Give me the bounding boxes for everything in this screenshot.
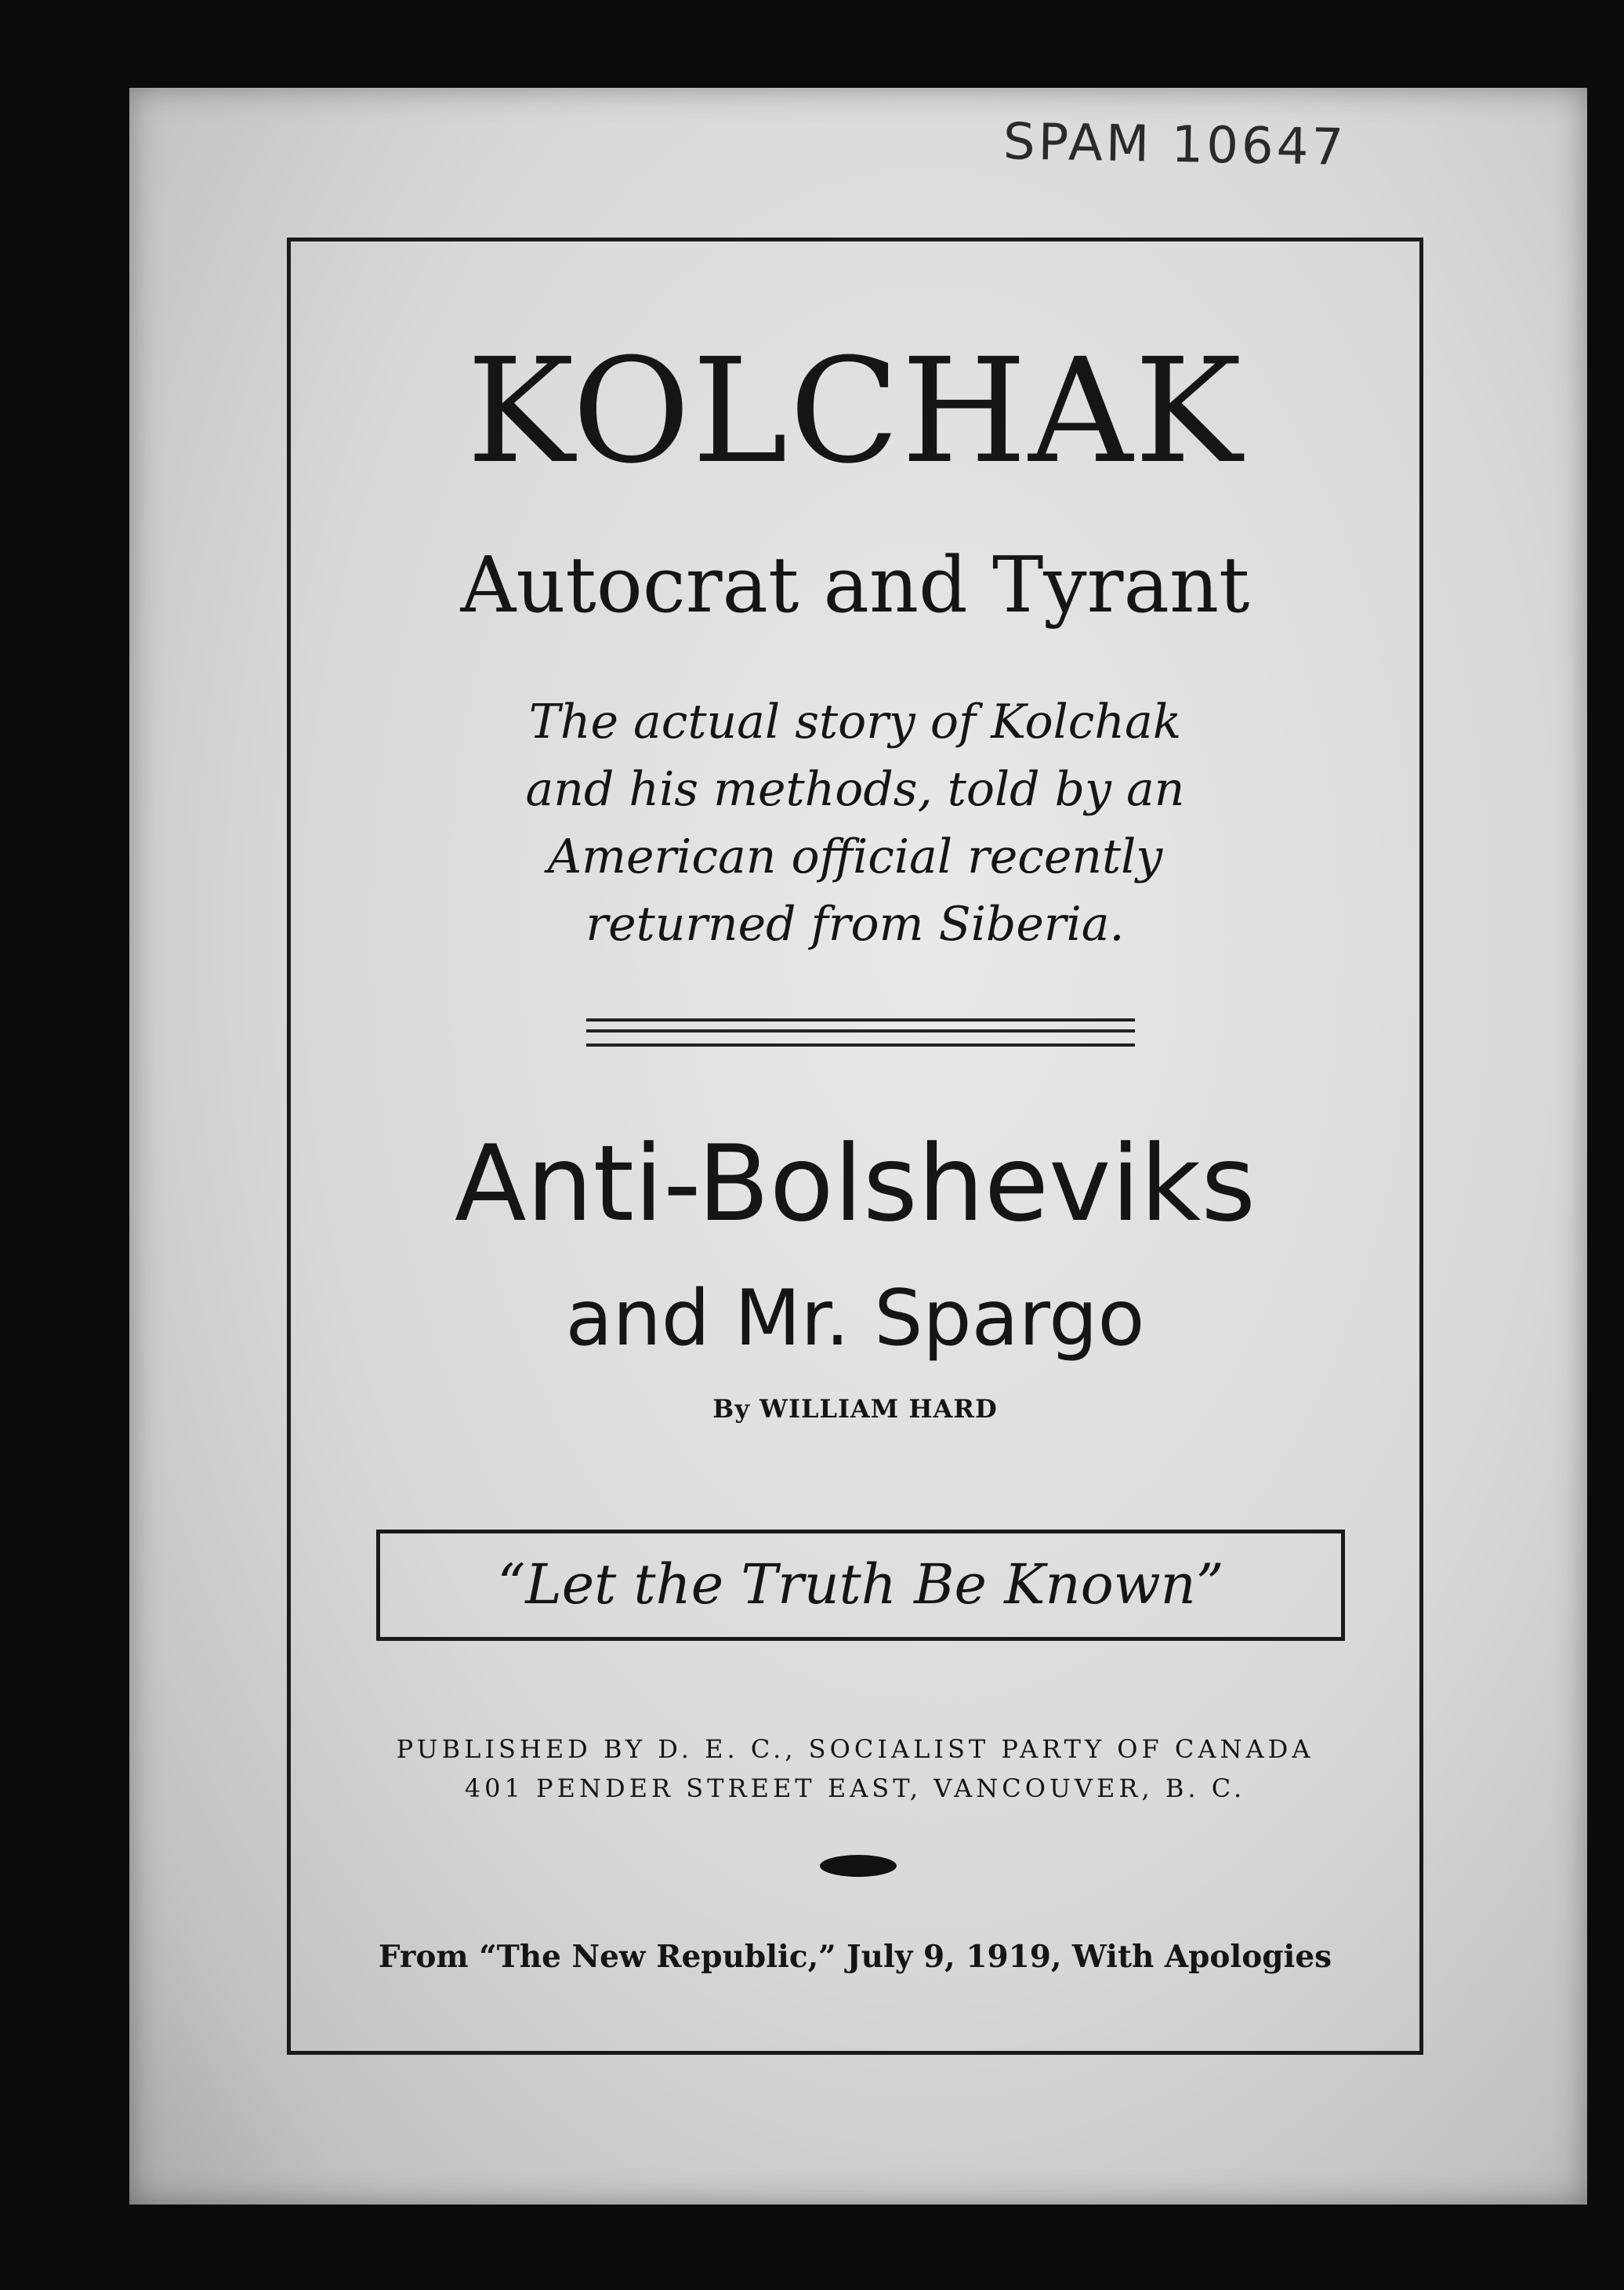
cover-blurb: The actual story of Kolchak and his methods, told by an American official recently returned from Siberia.: [525, 695, 1185, 952]
source-line: From “The New Republic,” July 9, 1919, With Apologies: [378, 1939, 1332, 1975]
cover-subtitle: Autocrat and Tyrant: [460, 541, 1250, 630]
ornament-icon: [820, 1855, 897, 1877]
second-title: Anti-Bolsheviks: [454, 1123, 1256, 1245]
archive-mark: SPAM 10647: [1002, 113, 1347, 177]
cover-title: KOLCHAK: [466, 328, 1244, 495]
byline: By WILLIAM HARD: [712, 1394, 998, 1424]
triple-rule-divider: [586, 1018, 1135, 1047]
second-subtitle: and Mr. Spargo: [565, 1274, 1145, 1363]
cover-content: [287, 238, 1423, 2055]
quote-text: “Let the Truth Be Known”: [497, 1552, 1224, 1617]
quote-box: [376, 1530, 1345, 1641]
publisher-info: PUBLISHED BY D. E. C., SOCIALIST PARTY OF CANADA 401 PENDER STREET EAST, VANCOUVER, B. C.: [396, 1734, 1314, 1803]
